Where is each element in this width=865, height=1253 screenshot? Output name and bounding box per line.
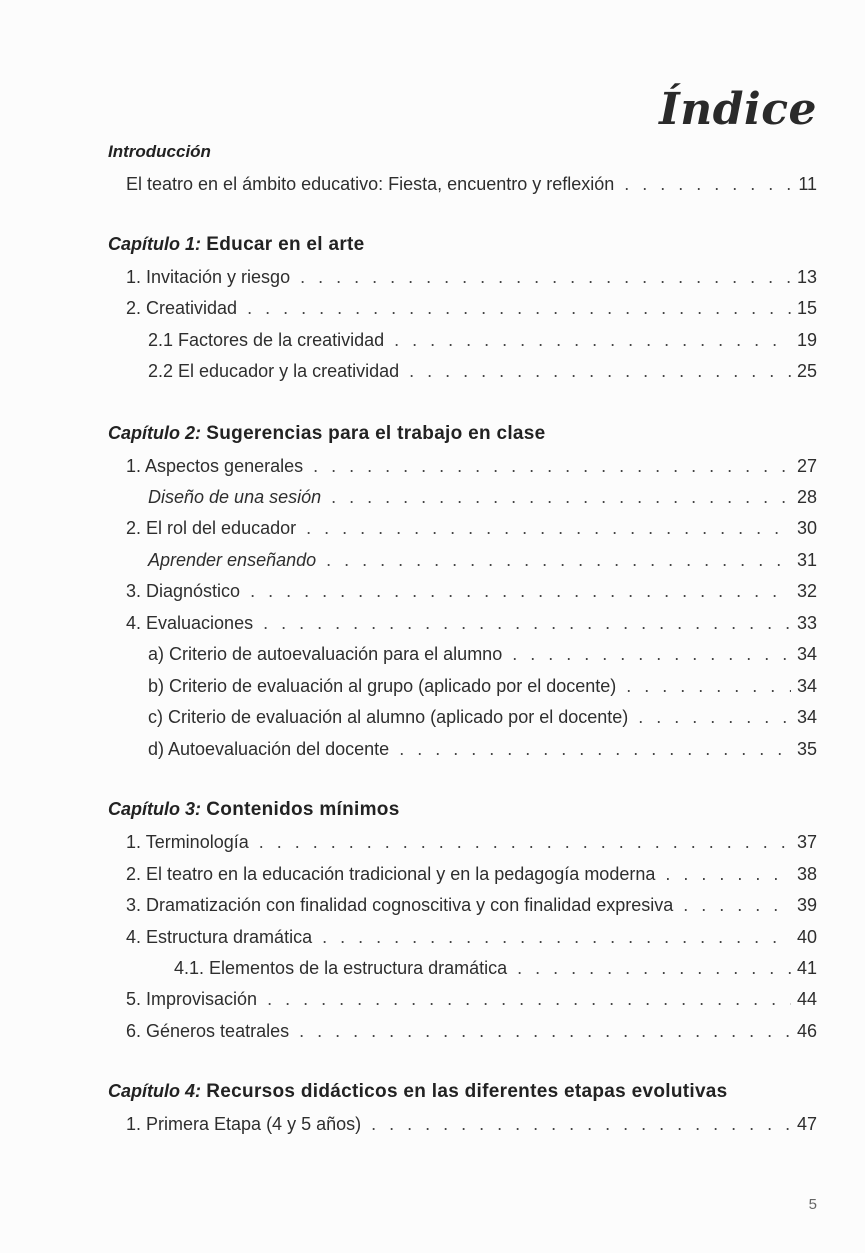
toc-entry[interactable]	[126, 295, 817, 321]
toc-entry-label: 4. Estructura dramática	[126, 927, 313, 947]
toc-entry[interactable]	[148, 641, 817, 667]
dot-leader	[638, 704, 791, 730]
toc-entry-page: 13	[796, 267, 817, 287]
chapter-title: Contenidos mínimos	[206, 799, 400, 820]
dot-leader	[683, 892, 791, 918]
toc-entry-page: 39	[796, 895, 817, 915]
toc-entry[interactable]	[126, 578, 817, 604]
toc-entry-label: 2. Creatividad	[126, 298, 238, 318]
dot-leader	[409, 358, 791, 384]
toc-entry-page: 41	[796, 958, 817, 978]
toc-entry[interactable]	[126, 829, 817, 855]
page-title: Índice	[659, 84, 817, 135]
intro-heading	[108, 141, 211, 163]
toc-entry-page: 32	[796, 581, 817, 601]
toc-entry-page: 38	[796, 864, 817, 884]
chapter-label: Capítulo 2:	[108, 423, 201, 443]
toc-entry[interactable]	[126, 1018, 817, 1044]
dot-leader	[331, 484, 791, 510]
toc-entry[interactable]	[126, 861, 817, 887]
dot-leader	[259, 829, 791, 855]
chapter-2-heading	[108, 423, 546, 445]
toc-entry-page: 28	[796, 487, 817, 507]
chapter-3-heading	[108, 799, 400, 821]
toc-entry-page: 34	[796, 707, 817, 727]
toc-entry-page: 25	[796, 361, 817, 381]
toc-entry-label: a) Criterio de autoevaluación para el alumno	[148, 644, 503, 664]
toc-entry-label: 6. Géneros teatrales	[126, 1021, 290, 1041]
toc-entry[interactable]	[126, 924, 817, 950]
toc-entry-page: 27	[796, 456, 817, 476]
toc-entry-page: 19	[796, 330, 817, 350]
toc-entry-page: 31	[796, 550, 817, 570]
toc-entry[interactable]	[126, 171, 817, 197]
chapter-label: Capítulo 4:	[108, 1081, 201, 1101]
toc-entry-label: 2. El teatro en la educación tradicional y en la pedagogía moderna	[126, 864, 656, 884]
chapter-4-heading	[108, 1081, 728, 1103]
toc-entry[interactable]	[148, 358, 817, 384]
dot-leader	[247, 295, 791, 321]
toc-entry-page: 33	[796, 613, 817, 633]
toc-entry-label: Diseño de una sesión	[148, 487, 322, 507]
toc-entry[interactable]	[148, 673, 817, 699]
dot-leader	[306, 515, 791, 541]
toc-entry-label: 1. Terminología	[126, 832, 249, 852]
toc-entry-label: 1. Primera Etapa (4 y 5 años)	[126, 1114, 362, 1134]
toc-entry-label: 3. Dramatización con finalidad cognoscitiva y con finalidad expresiva	[126, 895, 674, 915]
toc-entry-label: 5. Improvisación	[126, 989, 258, 1009]
toc-entry-label: c) Criterio de evaluación al alumno (aplicado por el docente)	[148, 707, 629, 727]
toc-entry-page: 11	[798, 174, 817, 194]
dot-leader	[624, 171, 791, 197]
chapter-1-heading	[108, 234, 365, 256]
toc-entry[interactable]	[148, 484, 817, 510]
chapter-label: Capítulo 1:	[108, 234, 201, 254]
toc-entry[interactable]	[126, 892, 817, 918]
toc-entry-page: 44	[796, 989, 817, 1009]
toc-entry[interactable]	[126, 264, 817, 290]
toc-entry-page: 40	[796, 927, 817, 947]
dot-leader	[512, 641, 791, 667]
dot-leader	[517, 955, 791, 981]
toc-entry[interactable]	[148, 736, 817, 762]
toc-entry-label: 2.2 El educador y la creatividad	[148, 361, 400, 381]
dot-leader	[371, 1111, 791, 1137]
toc-entry-label: El teatro en el ámbito educativo: Fiesta, encuentro y reflexión	[126, 174, 615, 194]
dot-leader	[322, 924, 791, 950]
toc-entry[interactable]	[126, 453, 817, 479]
toc-entry[interactable]	[126, 610, 817, 636]
chapter-title: Recursos didácticos en las diferentes etapas evolutivas	[206, 1081, 728, 1102]
toc-entry-page: 46	[796, 1021, 817, 1041]
toc-entry[interactable]	[174, 955, 817, 981]
chapter-title: Educar en el arte	[206, 234, 365, 255]
dot-leader	[300, 264, 791, 290]
toc-entry-page: 35	[796, 739, 817, 759]
toc-entry-label: 2.1 Factores de la creatividad	[148, 330, 385, 350]
intro-heading-label: Introducción	[108, 142, 211, 161]
dot-leader	[250, 578, 791, 604]
dot-leader	[399, 736, 791, 762]
toc-entry[interactable]	[126, 986, 817, 1012]
toc-entry-label: d) Autoevaluación del docente	[148, 739, 390, 759]
toc-entry-page: 30	[796, 518, 817, 538]
toc-entry-page: 15	[796, 298, 817, 318]
toc-entry-label: 4. Evaluaciones	[126, 613, 254, 633]
toc-entry-page: 37	[796, 832, 817, 852]
dot-leader	[267, 986, 791, 1012]
dot-leader	[394, 327, 791, 353]
dot-leader	[665, 861, 791, 887]
toc-entry[interactable]	[148, 327, 817, 353]
toc-entry[interactable]	[148, 704, 817, 730]
toc-entry[interactable]	[148, 547, 817, 573]
dot-leader	[263, 610, 791, 636]
toc-entry-label: 4.1. Elementos de la estructura dramática	[174, 958, 508, 978]
dot-leader	[326, 547, 791, 573]
page-number: 5	[808, 1196, 817, 1213]
toc-entry-label: 1. Invitación y riesgo	[126, 267, 291, 287]
toc-entry-label: 3. Diagnóstico	[126, 581, 241, 601]
dot-leader	[626, 673, 791, 699]
toc-entry-page: 34	[796, 676, 817, 696]
toc-entry-label: 1. Aspectos generales	[126, 456, 304, 476]
chapter-label: Capítulo 3:	[108, 799, 201, 819]
toc-entry-page: 34	[796, 644, 817, 664]
toc-entry-label: 2. El rol del educador	[126, 518, 297, 538]
dot-leader	[299, 1018, 791, 1044]
toc-entry[interactable]	[126, 1111, 817, 1137]
toc-entry-label: Aprender enseñando	[148, 550, 317, 570]
toc-entry-label: b) Criterio de evaluación al grupo (aplicado por el docente)	[148, 676, 617, 696]
toc-entry[interactable]	[126, 515, 817, 541]
toc-entry-page: 47	[796, 1114, 817, 1134]
chapter-title: Sugerencias para el trabajo en clase	[206, 423, 546, 444]
dot-leader	[313, 453, 791, 479]
